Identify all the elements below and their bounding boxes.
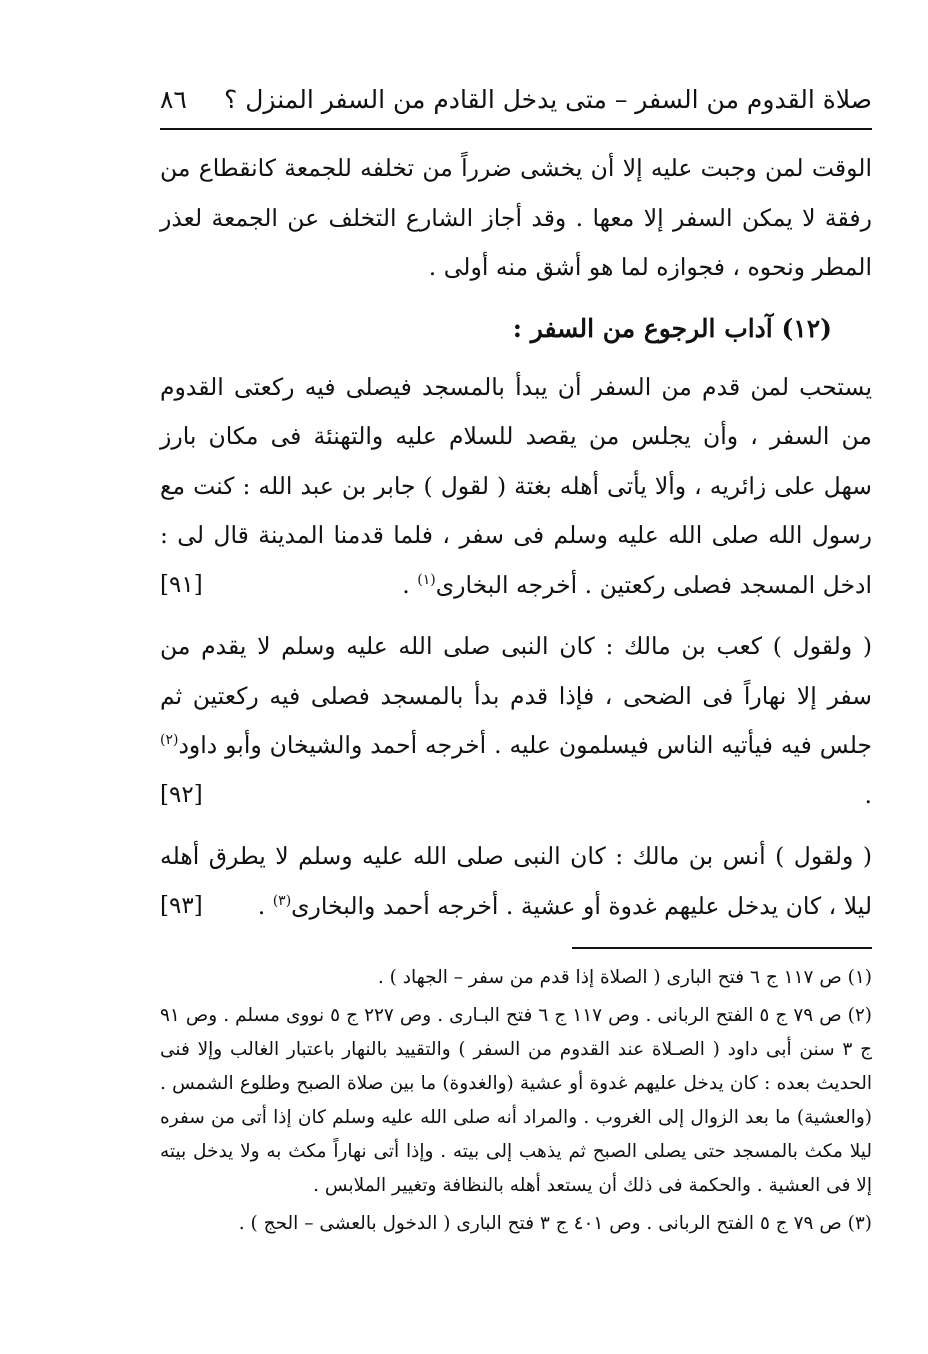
footnote-divider bbox=[572, 947, 872, 949]
paragraph-2-text: ( ولقول ) كعب بن مالك : كان النبى صلى الله عليه وسلم لا يقدم من سفر إلا نهاراً فى الضحى ، فإذا قدم بدأ بالمسجد فصلى فيه ركعتين ثم جلس فيه فيأتيه الناس فيسلمون عليه . أخرجه أحمد والشيخان وأبو داود bbox=[160, 632, 872, 759]
footnote-3-text: (٣) ص ٧٩ ج ٥ الفتح الربانى . وص ٤٠١ ج ٣ فتح البارى ( الدخول بالعشى – الحج ) . bbox=[238, 1213, 872, 1234]
paragraph-1 bbox=[160, 363, 872, 611]
section-heading: (١٢) آداب الرجوع من السفر : bbox=[512, 313, 832, 343]
paragraph-3-end: . bbox=[257, 891, 266, 920]
running-title: صلاة القدوم من السفر – متى يدخل القادم من السفر المنزل ؟ bbox=[224, 85, 872, 114]
paragraph-1-end: . bbox=[402, 570, 410, 599]
hadith-number-93: [٩٣] bbox=[160, 892, 203, 919]
page-number: ٨٦ bbox=[160, 85, 187, 114]
footnote-1-text: (١) ص ١١٧ ج ٦ فتح البارى ( الصلاة إذا قدم من سفر – الجهاد ) . bbox=[377, 967, 872, 988]
paragraph-2-end: . bbox=[864, 780, 872, 809]
paragraph-1-text: يستحب لمن قدم من السفر أن يبدأ بالمسجد فيصلى فيه ركعتى القدوم من السفر ، وأن يجلس من يقصد للسلام عليه والتهنئة فى مكان بارز سهل على زائريه ، وألا يأتى أهله بغتة ( لقول ) جابر بن عبد الله : كنت مع رسول الله صلى الله عليه وسلم فى سفر ، فلما قدمنا المدينة قال لى : ادخل المسجد فصلى ركعتين . أخرجه البخارى bbox=[160, 372, 872, 599]
paragraph-3-text: ( ولقول ) أنس بن مالك : كان النبى صلى الله عليه وسلم لا يطرق أهله ليلا ، كان يدخل عليهم غدوة أو عشية . أخرجه أحمد والبخارى bbox=[160, 842, 872, 920]
footnote-ref-2: (٢) bbox=[160, 732, 179, 749]
page-header bbox=[160, 80, 872, 130]
footnote-3 bbox=[160, 1207, 872, 1241]
paragraph-3 bbox=[160, 832, 872, 931]
footnote-2 bbox=[160, 999, 872, 1203]
hadith-number-91: [٩١] bbox=[160, 571, 203, 598]
footnote-ref-1: (١) bbox=[417, 571, 436, 588]
footnote-2-text: (٢) ص ٧٩ ج ٥ الفتح الربانى . وص ١١٧ ج ٦ فتح البـارى . وص ٢٢٧ ج ٥ نووى مسلم . وص ٩١ ج ٣ سنن أبى داود ( الصـلاة عند القدوم من السفر ) والتقييد بالنهار باعتبار الغالب وإلا فنى الحديث بعده : كان يدخل عليهم غدوة أو عشية (والغدوة) ما بين صلاة الصبح وطلوع الشمس . (والعشية) ما بعد الزوال إلى الغروب . والمراد أنه صلى الله عليه وسلم كان إذا أتى من سفره ليلا مكث بالمسجد حتى يصلى الصبح ثم يذهب إلى بيته . وإذا أتى نهاراً مكث به ولا يدخل بيته إلا فى العشية . والحكمة فى ذلك أن يستعد أهله بالنظافة وتغيير الملابس . bbox=[160, 1005, 873, 1196]
book-page bbox=[160, 80, 872, 1245]
paragraph-2 bbox=[160, 622, 872, 820]
footnote-1 bbox=[160, 961, 872, 995]
footnote-ref-3: (٣) bbox=[272, 892, 292, 909]
hadith-number-92: [٩٢] bbox=[160, 781, 203, 808]
intro-paragraph: الوقت لمن وجبت عليه إلا أن يخشى ضرراً من تخلفه للجمعة كانقطاع من رفقة لا يمكن السفر إلا معها . وقد أجاز الشارع التخلف عن الجمعة لعذر المطر ونحوه ، فجوازه لما هو أشق منه أولى . bbox=[160, 154, 872, 281]
